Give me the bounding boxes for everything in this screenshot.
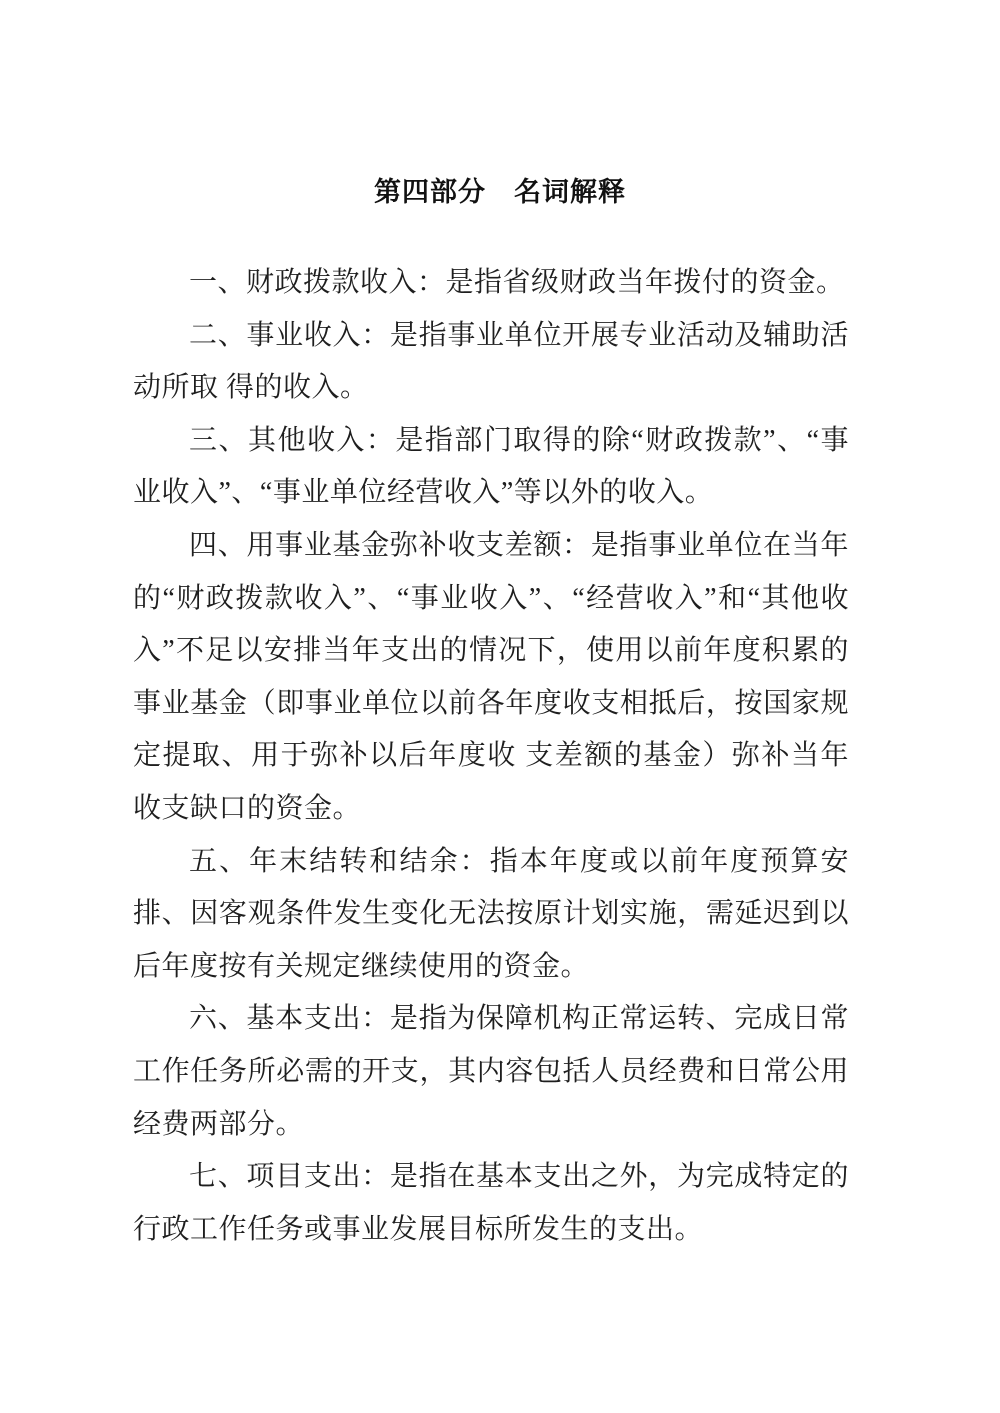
page-title: 第四部分 名词解释 [374,177,626,207]
definition-fiscal-allocation-income: 一、财政拨款收入：是指省级财政当年拨付的资金。 [189,267,845,298]
definition-basic-expenditure: 六、基本支出：是指为保障机构正常运转、完成日常工作任务所必需的开支，其内容包括人员经费和日常公用经费两部分。 [133,1003,849,1140]
definition-operational-income: 二、事业收入：是指事业单位开展专业活动及辅助活动所取 得的收入。 [133,319,849,404]
definition-project-expenditure: 七、项目支出：是指在基本支出之外，为完成特定的行政工作任务或事业发展目标所发生的支出。 [133,1161,849,1245]
document-body [133,257,849,1256]
definition-year-end-carryover: 五、年末结转和结余：指本年度或以前年度预算安排、因客观条件发生变化无法按原计划实施，需延迟到以后年度按有关规定继续使用的资金。 [133,845,849,982]
definition-other-income: 三、其他收入：是指部门取得的除“财政拨款”、“事业收入”、“事业单位经营收入”等以外的收入。 [133,424,849,509]
definition-fund-deficit-offset: 四、用事业基金弥补收支差额：是指事业单位在当年的“财政拨款收入”、“事业收入”、“经营收入”和“其他收入”不足以安排当年支出的情况下，使用以前年度积累的事业基金（即事业单位以前各年度收支相抵后，按国家规定提取、用于弥补以后年度收 支差额的基金）弥补当年收支缺口的资金。 [133,529,849,824]
